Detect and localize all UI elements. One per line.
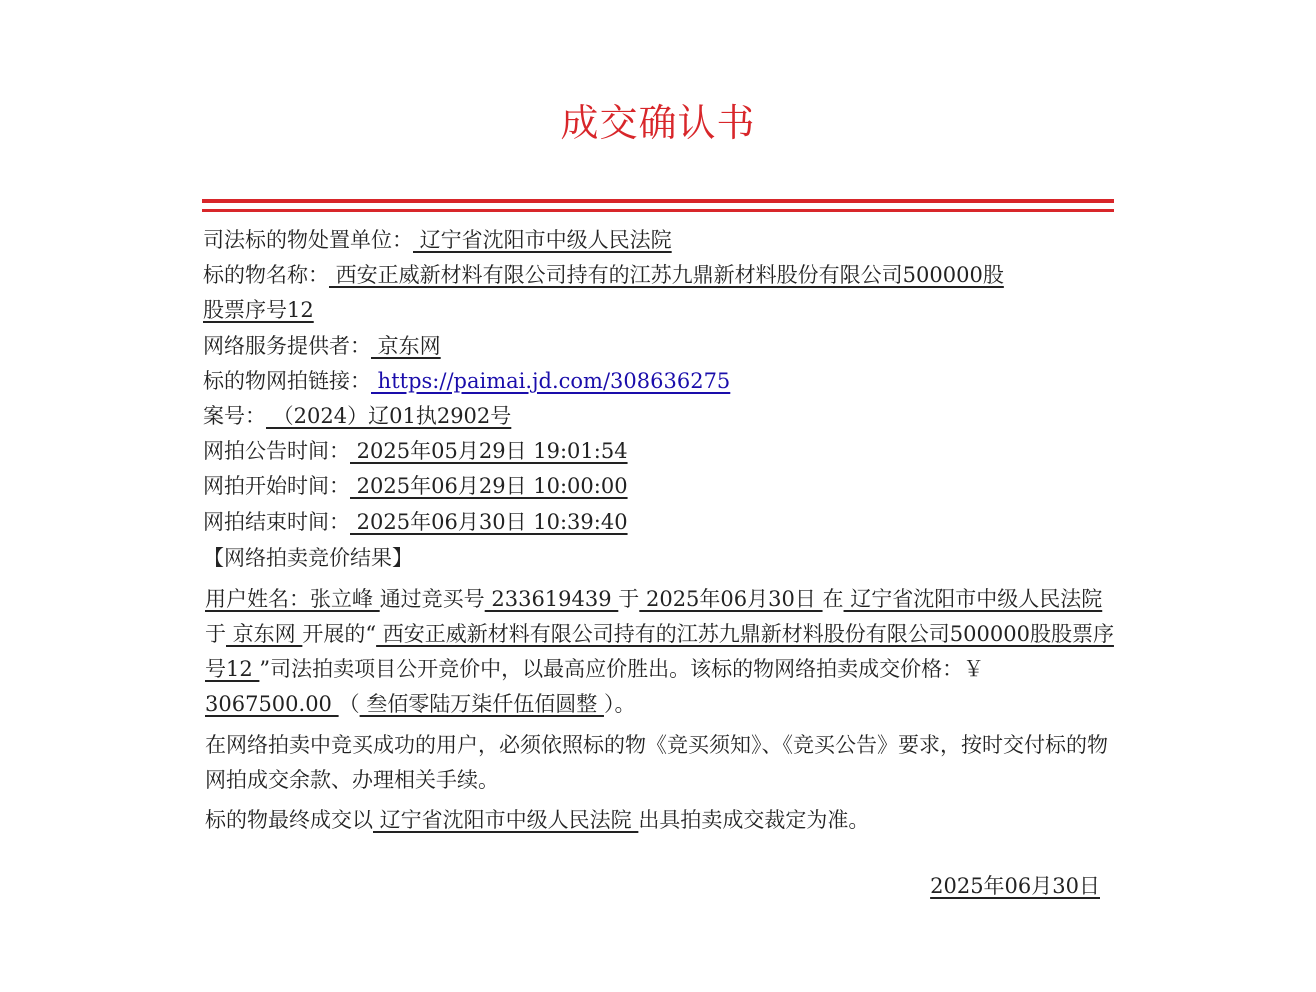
field-label: 司法标的物处置单位： xyxy=(203,228,413,252)
winner-name: 用户姓名：张立峰 xyxy=(205,586,380,611)
field-start-time xyxy=(203,469,1115,504)
final-price: 3067500.00 xyxy=(205,691,339,716)
final-paragraph xyxy=(203,803,1115,838)
text: ”司法拍卖项目公开竞价中，以最高应价胜出。该标的物网络拍卖成交价格：￥ xyxy=(259,656,985,681)
field-label: 网络服务提供者： xyxy=(203,333,371,358)
text: 在 xyxy=(822,586,844,611)
result-court: 辽宁省沈阳市中级人民法院 xyxy=(843,586,1103,611)
text: 出具拍卖成交裁定为准。 xyxy=(638,807,870,832)
title-divider-bottom xyxy=(202,209,1114,212)
result-paragraph xyxy=(203,582,1115,722)
payment-paragraph: 在网络拍卖中竞买成功的用户，必须依照标的物《竞买须知》、《竞买公告》要求，按时交付标的物网拍成交余款、办理相关手续。 xyxy=(205,732,1108,792)
field-link xyxy=(203,364,1115,399)
field-value: 股票序号12 xyxy=(203,298,314,323)
result-date: 2025年06月30日 xyxy=(639,586,823,611)
text: （ xyxy=(338,691,360,716)
bid-number: 233619439 xyxy=(484,586,619,611)
result-platform: 京东网 xyxy=(226,621,303,646)
field-value: 2025年06月30日 10:39:40 xyxy=(350,509,628,534)
auction-link[interactable]: https://paimai.jd.com/308636275 xyxy=(371,368,731,393)
field-name-continued xyxy=(203,293,1115,328)
text: 标的物最终成交以 xyxy=(205,807,373,832)
field-value: 西安正威新材料有限公司持有的江苏九鼎新材料股份有限公司500000股 xyxy=(329,263,1004,288)
field-label: 标的物名称： xyxy=(203,263,329,288)
signature-date xyxy=(900,870,1100,900)
text: 于 xyxy=(205,621,226,646)
result-item: 西安正威新材料有限公司持有的江苏九鼎新材料股份有限公司500000股股票序号12 xyxy=(205,621,1114,681)
field-value: 2025年06月29日 10:00:00 xyxy=(350,474,628,499)
text: ）。 xyxy=(603,691,636,716)
document-title: 成交确认书 xyxy=(560,101,756,145)
text: 开展的“ xyxy=(302,621,377,646)
field-label: 网拍公告时间： xyxy=(203,439,350,464)
field-value: 京东网 xyxy=(371,333,441,358)
signature-date-text: 2025年06月30日 xyxy=(930,874,1100,898)
text: 通过竞买号 xyxy=(379,586,485,611)
field-name xyxy=(203,258,1115,293)
field-value: （2024）辽01执2902号 xyxy=(266,403,512,428)
title-divider-top xyxy=(202,199,1114,203)
field-unit xyxy=(203,223,1115,258)
field-case xyxy=(203,399,1115,434)
field-value: 2025年05月29日 19:01:54 xyxy=(350,439,628,464)
final-court: 辽宁省沈阳市中级人民法院 xyxy=(373,807,639,832)
field-label: 标的物网拍链接： xyxy=(203,368,371,393)
price-in-words: 叁佰零陆万柒仟伍佰圆整 xyxy=(359,691,604,716)
result-section-title: 【网络拍卖竞价结果】 xyxy=(203,545,413,570)
field-end-time xyxy=(203,505,1115,540)
field-value: 辽宁省沈阳市中级人民法院 xyxy=(413,228,672,252)
document-body xyxy=(203,223,1115,838)
field-provider xyxy=(203,329,1115,364)
field-label: 网拍结束时间： xyxy=(203,509,350,534)
field-notice-time xyxy=(203,434,1115,469)
field-label: 网拍开始时间： xyxy=(203,474,350,499)
text: 于 xyxy=(618,586,640,611)
field-label: 案号： xyxy=(203,403,266,428)
